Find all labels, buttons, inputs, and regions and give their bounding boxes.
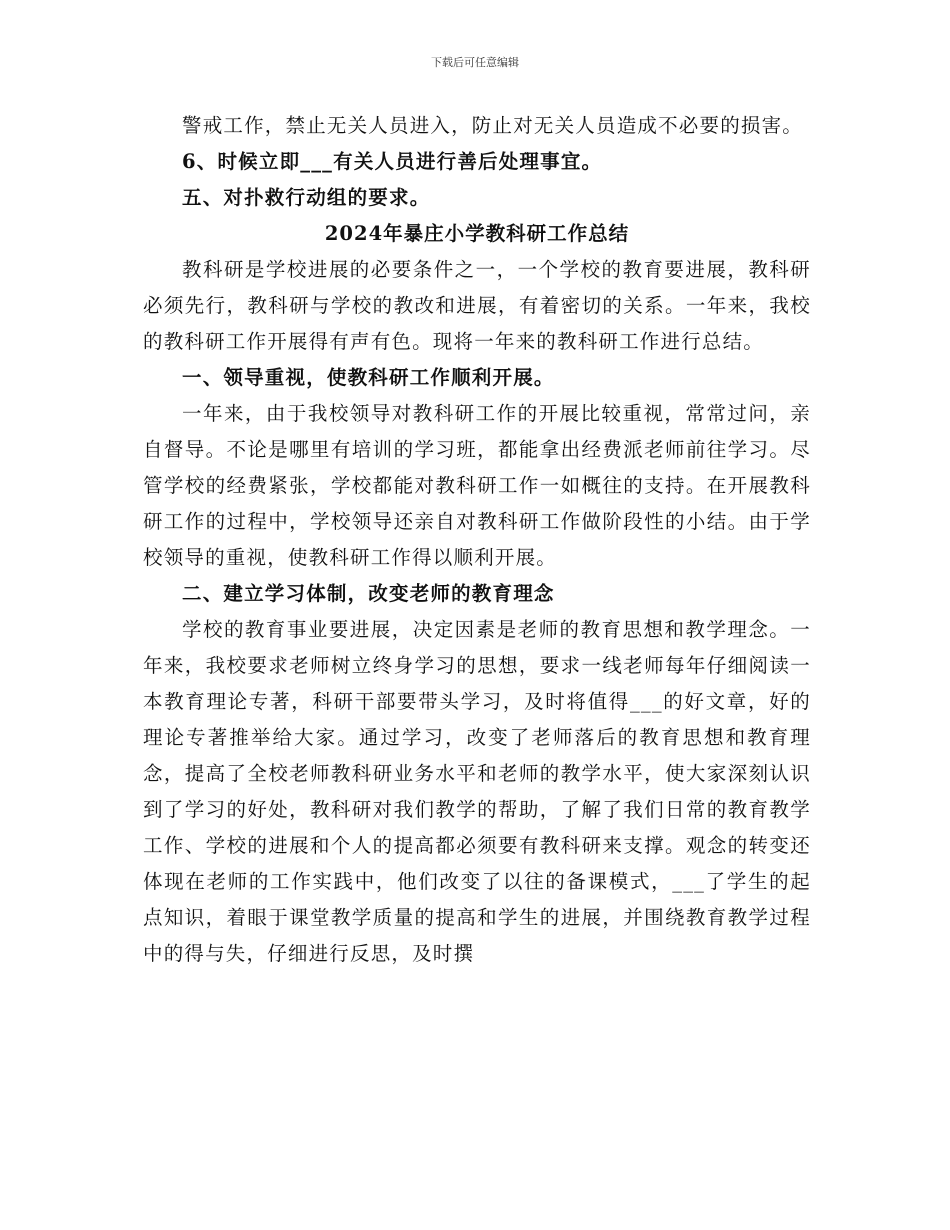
document-body — [143, 108, 811, 972]
paragraph-1: 警戒工作，禁止无关人员进入，防止对无关人员造成不必要的损害。 — [182, 114, 804, 137]
section-heading-two: 二、建立学习体制，改变老师的教育理念 — [182, 582, 555, 605]
paragraph-2: 6、时候立即___有关人员进行善后处理事宜。 — [182, 150, 603, 173]
section-heading-one: 一、领导重视，使教科研工作顺利开展。 — [182, 366, 555, 389]
section-heading-five: 五、对扑救行动组的要求。 — [182, 186, 431, 209]
paragraph-leadership: 一年来，由于我校领导对教科研工作的开展比较重视，常常过问，亲自督导。不论是哪里有培训的学习班，都能拿出经费派老师前往学习。尽管学校的经费紧张，学校都能对教科研工作一如概往的支持。在开展教科研工作的过程中，学校领导还亲自对教科研工作做阶段性的小结。由于学校领导的重视，使教科研工作得以顺利开展。 — [143, 402, 811, 569]
paragraph-intro: 教科研是学校进展的必要条件之一，一个学校的教育要进展，教科研必须先行，教科研与学校的教改和进展，有着密切的关系。一年来，我校的教科研工作开展得有声有色。现将一年来的教科研工作进行总结。 — [143, 258, 811, 353]
page-header: 下载后可任意编辑 — [431, 56, 519, 69]
document-title: 2024年暴庄小学教科研工作总结 — [324, 222, 630, 245]
paragraph-learning: 学校的教育事业要进展，决定因素是老师的教育思想和教学理念。一年来，我校要求老师树立终身学习的思想，要求一线老师每年仔细阅读一本教育理论专著，科研干部要带头学习，及时将值得___的好文章，好的理论专著推举给大家。通过学习，改变了老师落后的教育思想和教育理念，提高了全校老师教科研业务水平和老师的教学水平，使大家深刻认识到了学习的好处，教科研对我们教学的帮助，了解了我们日常的教育教学工作、学校的进展和个人的提高都必须要有教科研来支撑。观念的转变还体现在老师的工作实践中，他们改变了以往的备课模式，___了学生的起点知识，着眼于课堂教学质量的提高和学生的进展，并围绕教育教学过程中的得与失，仔细进行反思，及时撰 — [143, 618, 811, 965]
